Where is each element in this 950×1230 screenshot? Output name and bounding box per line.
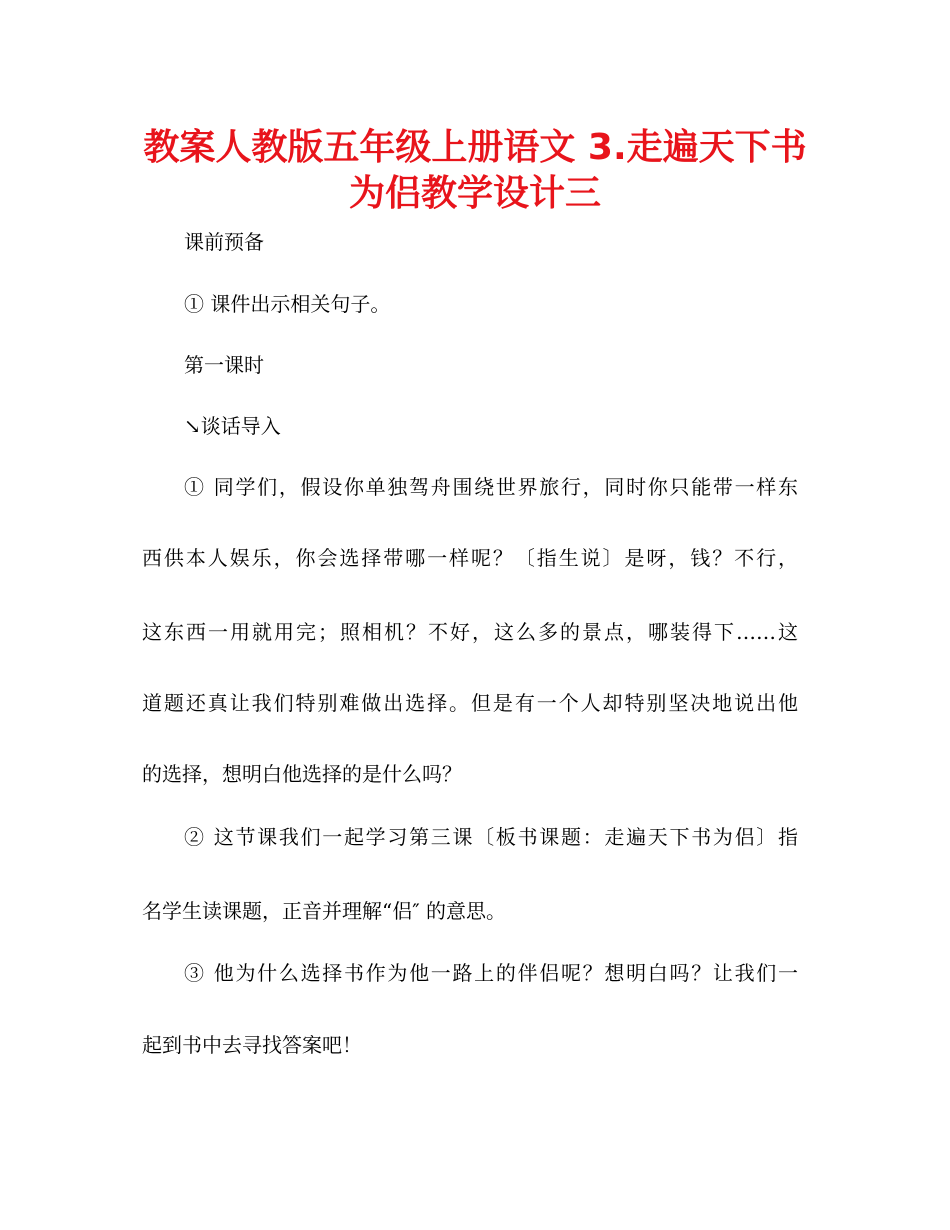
paragraph-line: 西供本人娱乐，你会选择带哪一样呢？〔指生说〕是呀，钱？不行，: [142, 546, 798, 570]
paragraph-line: 起到书中去寻找答案吧！: [142, 1033, 362, 1057]
section-heading-preparation: 课前预备: [184, 230, 264, 254]
paragraph-line: 道题还真让我们特别难做出选择。但是有一个人却特别坚决地说出他: [142, 691, 798, 715]
document-title-line-1: 教案人教版五年级上册语文 3.走遍天下书: [143, 127, 807, 168]
paragraph-line: 的选择，想明白他选择的是什么吗？: [142, 762, 462, 786]
paragraph-line: ③ 他为什么选择书作为他一路上的伴侣呢？想明白吗？让我们一: [184, 961, 798, 985]
list-item: ① 课件出示相关句子。: [184, 292, 391, 316]
section-heading-intro: ↘谈话导入: [184, 414, 281, 438]
paragraph-line: ① 同学们，假设你单独驾舟围绕世界旅行，同时你只能带一样东: [184, 475, 798, 499]
paragraph-line: 这东西一用就用完；照相机？不好，这么多的景点，哪装得下……这: [142, 620, 798, 644]
paragraph-line: 名学生读课题，正音并理解“侣″ 的意思。: [142, 899, 507, 923]
section-heading-lesson-one: 第一课时: [184, 353, 264, 377]
document-title-line-2: 为侣教学设计三: [348, 173, 601, 214]
paragraph-line: ② 这节课我们一起学习第三课〔板书课题：走遍天下书为侣〕指: [184, 825, 798, 849]
